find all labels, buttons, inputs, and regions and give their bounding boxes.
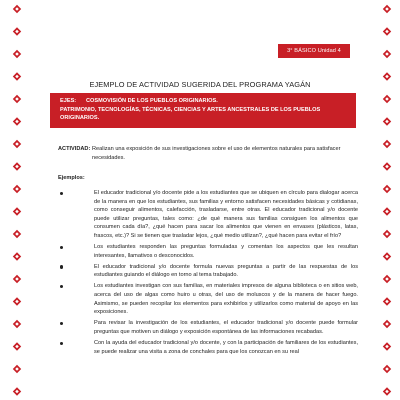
diamond-ornament — [383, 185, 391, 193]
red-diamond-ornament-icon — [374, 0, 400, 400]
ejes-box — [50, 93, 356, 128]
diamond-ornament — [383, 117, 391, 125]
bullet-icon — [60, 192, 63, 195]
diamond-ornament — [383, 140, 391, 148]
list-item — [58, 189, 358, 241]
diamond-ornament — [13, 162, 21, 170]
diamond-ornament — [383, 320, 391, 328]
ejemplos-heading: Ejemplos: — [58, 175, 85, 181]
diamond-ornament — [383, 230, 391, 238]
diamond-ornament — [383, 207, 391, 215]
list-item — [58, 243, 358, 260]
right-ornament-border — [374, 0, 400, 400]
diamond-ornament — [13, 140, 21, 148]
diamond-ornament — [13, 50, 21, 58]
diamond-ornament — [13, 342, 21, 350]
diamond-ornament — [383, 95, 391, 103]
diamond-ornament — [383, 365, 391, 373]
diamond-ornament — [13, 230, 21, 238]
diamond-ornament — [13, 297, 21, 305]
actividad-text: Realizan una exposición de sus investigaciones sobre el uso de elementos naturales para satisfacer necesidades. — [92, 146, 341, 161]
bullet-icon — [60, 246, 63, 249]
diamond-ornament — [383, 72, 391, 80]
diamond-ornament — [13, 207, 21, 215]
list-item — [58, 339, 358, 356]
diamond-ornament — [13, 117, 21, 125]
left-ornament-border — [0, 0, 28, 400]
diamond-ornament — [13, 365, 21, 373]
red-diamond-ornament-icon — [0, 0, 28, 400]
diamond-ornament — [13, 387, 21, 395]
bullet-icon — [60, 265, 63, 268]
diamond-ornament — [13, 275, 21, 283]
diamond-ornament — [13, 72, 21, 80]
diamond-ornament — [383, 297, 391, 305]
list-item — [58, 282, 358, 316]
list-item-text: Para revisar la investigación de los estudiantes, el educador tradicional y/o docente puede formular preguntas que motiven un diálogo y exposición espontánea de las informaciones recabadas. — [94, 320, 358, 335]
diamond-ornament — [13, 320, 21, 328]
diamond-ornament — [383, 5, 391, 13]
ejes-label: EJES: — [60, 98, 77, 104]
diamond-ornament — [383, 252, 391, 260]
diamond-ornament — [383, 50, 391, 58]
diamond-ornament — [13, 5, 21, 13]
diamond-ornament — [13, 185, 21, 193]
diamond-ornament — [13, 252, 21, 260]
list-item-text: Con la ayuda del educador tradicional y/o docente, y con la participación de familiares de los estudiantes, se puede realizar una visita a zona de conchales para que los conozcan en su real — [94, 340, 358, 355]
list-item — [58, 263, 358, 280]
diamond-ornament — [383, 342, 391, 350]
bullet-icon — [60, 285, 63, 288]
diamond-ornament — [383, 387, 391, 395]
list-item-text: Los estudiantes responden las preguntas formuladas y comentan los aspectos que les resultan interesantes, llamativos o desconocidos. — [94, 244, 358, 259]
diamond-ornament — [383, 275, 391, 283]
list-item-text: El educador tradicional y/o docente pide a los estudiantes que se ubiquen en círculo para dialogar acerca de la manera en que los estudiantes, sus familias y entorno satisfacen necesidades básicas y cotidianas, como conseguir alimentos, calefacción, trasladarse, entre otras. El educador tradicional y/o docente puede utilizar preguntas, tales como: ¿de qué manera sus familias consiguen los alimentos que consumen cada día?, ¿qué hacen para sacar los alimentos que vienen en envases (plásticos, latas, frascos, etc.)? Si se tienen que trasladar lejos, ¿qué medio utilizan?, ¿qué hacen para evitar el frío? — [94, 190, 358, 239]
bullet-icon — [60, 322, 63, 325]
actividad-label: ACTIVIDAD: — [58, 146, 91, 152]
examples-list — [58, 189, 358, 359]
diamond-ornament — [383, 162, 391, 170]
list-item-text: El educador tradicional y/o docente formula nuevas preguntas a partir de las respuestas de los estudiantes guiando el diálogo en torno al tema trabajado. — [94, 263, 358, 279]
bullet-icon — [60, 342, 63, 345]
diamond-ornament — [383, 27, 391, 35]
list-item — [58, 319, 358, 336]
grade-unit-badge: 3° BÁSICO Unidad 4 — [278, 44, 350, 58]
diamond-ornament — [13, 95, 21, 103]
page-title: EJEMPLO DE ACTIVIDAD SUGERIDA DEL PROGRAMA YAGÁN — [89, 80, 311, 89]
ejes-line-1: COSMOVISIÓN DE LOS PUEBLOS ORIGINARIOS. — [86, 98, 218, 104]
diamond-ornament — [13, 27, 21, 35]
ejes-line-2: PATRIMONIO, TECNOLOGÍAS, TÉCNICAS, CIENCIAS Y ARTES ANCESTRALES DE LOS PUEBLOS — [60, 106, 321, 113]
ejes-line-3: ORIGINARIOS. — [60, 115, 100, 122]
list-item-text: Los estudiantes investigan con sus familias, en materiales impresos de alguna biblioteca o en sitios web, acerca del uso de algas como huiro u otras, del uso de moluscos y de la manera de hacer fuego. Asimismo, se pueden recopilar los elementos para exhibirlos y utilizarlos como material de apoyo en las exposiciones. — [94, 283, 358, 316]
